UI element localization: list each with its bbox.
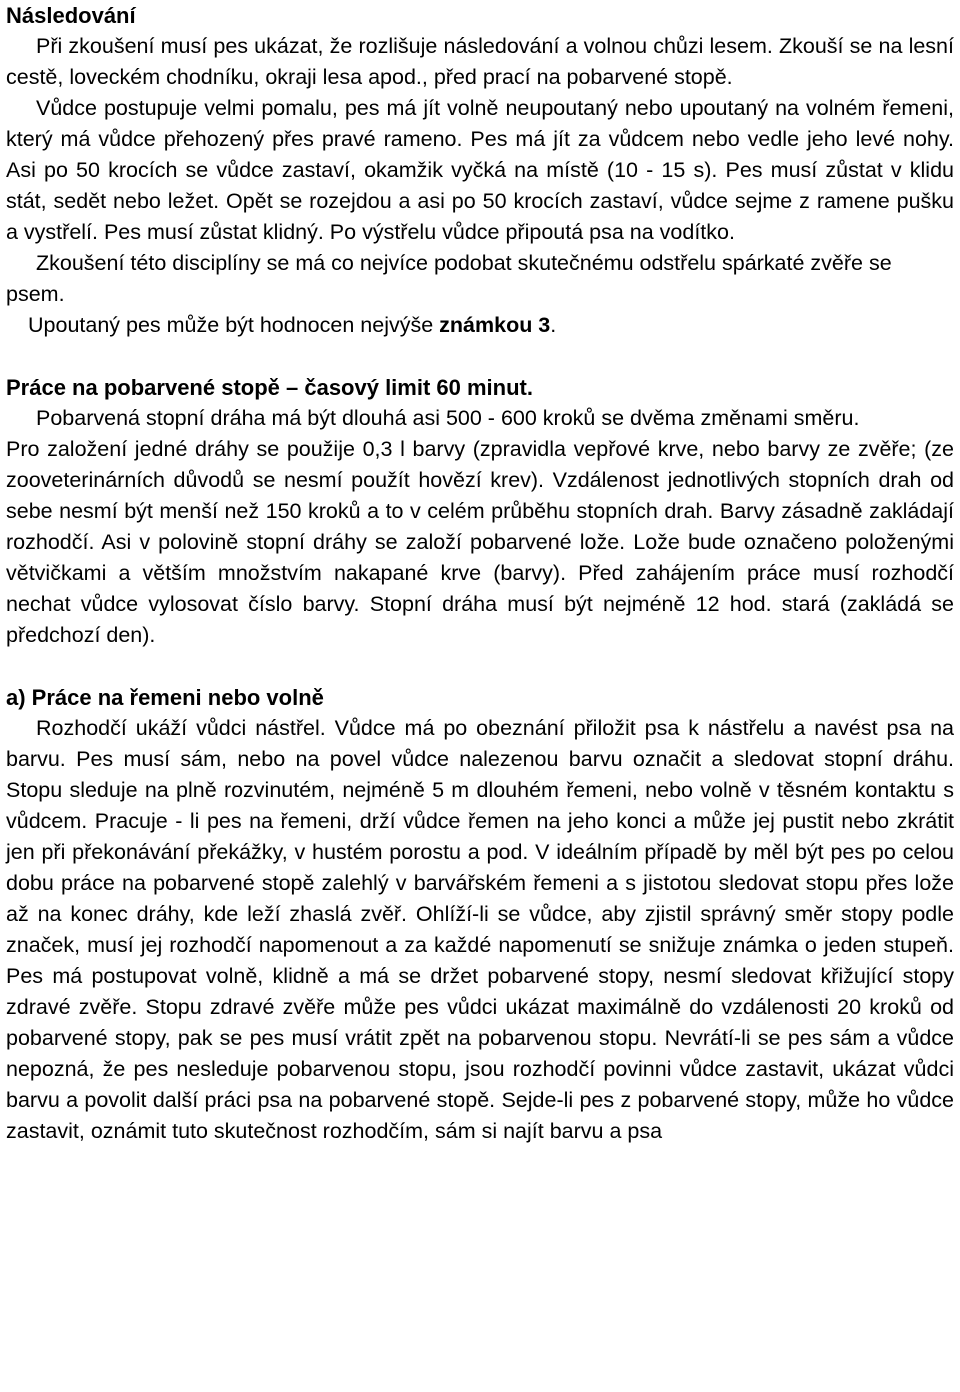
spacer — [6, 341, 954, 372]
spacer — [6, 651, 954, 682]
bold-grade: známkou 3 — [439, 313, 551, 337]
paragraph: Zkoušení této disciplíny se má co nejvíce podobat skutečnému odstřelu spárkaté zvěře se psem. — [6, 251, 892, 306]
paragraph: Pobarvená stopní dráha má být dlouhá asi 500 - 600 kroků se dvěma změnami směru. — [36, 406, 860, 430]
paragraph: Vůdce postupuje velmi pomalu, pes má jít volně neupoutaný nebo upoutaný na volném řemeni, který má vůdce přehozený přes pravé rameno. Pes má jít za vůdcem nebo vedle jeho levé nohy. Asi po 50 krocích se vůdce zastaví, okamžik vyčká na místě (10 - 15 s). Pes musí zůstat v klidu stát, sedět nebo ležet. Opět se rozejdou a asi po 50 krocích zastaví, vůdce sejme z ramene pušku a vystřelí. Pes musí zůstat klidný. Po výstřelu vůdce připoutá psa na vodítko. — [6, 96, 954, 244]
paragraph: Při zkoušení musí pes ukázat, že rozlišuje následování a volnou chůzi lesem. Zkouší se na lesní cestě, loveckém chodníku, okraji lesa apod., před prací na pobarvené stopě. — [6, 34, 954, 89]
text-span: . — [550, 313, 557, 337]
paragraph: Rozhodčí ukáží vůdci nástřel. Vůdce má po obeznání přiložit psa k nástřelu a navést psa na barvu. Pes musí sám, nebo na povel vůdce nalezenou barvu označit a sledovat stopní dráhu. Stopu sleduje na plně rozvinutém, nejméně 5 m dlouhém řemeni, nebo volně v těsném kontaktu s vůdcem. Pracuje - li pes na řemeni, drží vůdce řemen na jeho konci a může jej pustit nebo zkrátit jen při překonávání překážky, v hustém porostu a pod. V ideálním případě by měl být pes po celou dobu práce na pobarvené stopě zalehlý v barvářském řemeni a s jistotou sledovat stopu přes lože až na konec dráhy, kde leží zhaslá zvěř. Ohlíží-li se vůdce, aby zjistil správný směr stopy podle značek, musí jej rozhodčí napomenout a za každé napomenutí se snižuje známka o jeden stupeň. Pes má postupovat volně, klidně a má se držet pobarvené stopy, nesmí sledovat křižující stopy zdravé zvěře. Stopu zdravé zvěře může pes vůdci ukázat maximálně do vzdálenosti 20 kroků od pobarvené stopy, pak se pes musí vrátit zpět na pobarvenou stopu. Nevrátí-li se pes sám a vůdce nepozná, že pes nesleduje pobarvenou stopu, jsou rozhodčí povinni vůdce zastavit, ukázat vůdci barvu a povolit další práci psa na pobarvené stopě. Sejde-li pes z pobarvené stopy, může ho vůdce zastavit, oznámit tuto skutečnost rozhodčím, sám si najít barvu a psa — [6, 716, 954, 1143]
section-heading-nasledovani: Následování — [6, 3, 136, 28]
paragraph: Pro založení jedné dráhy se použije 0,3 l barvy (zpravidla vepřové krve, nebo barvy ze zvěře; (ze zooveterinárních důvodů se nesmí použít hovězí krev). Vzdálenost jednotlivých stopních drah od sebe nesmí být menší než 150 kroků a to v celém průběhu stopních drah. Barvy zásadně zakládají rozhodčí. Asi v polovině stopní dráhy se založí pobarvené lože. Lože bude označeno položenými větvičkami a větším množstvím nakapané krve (barvy). Před zahájením práce musí rozhodčí nechat vůdce vylosovat číslo barvy. Stopní dráha musí být nejméně 12 hod. stará (zakládá se předchozí den). — [6, 437, 954, 647]
section-heading-pobarvena-stopa: Práce na pobarvené stopě – časový limit 60 minut. — [6, 375, 533, 400]
text-span: Upoutaný pes může být hodnocen nejvýše — [28, 313, 440, 337]
section-heading-remen: a) Práce na řemeni nebo volně — [6, 685, 324, 710]
paragraph — [6, 310, 954, 341]
